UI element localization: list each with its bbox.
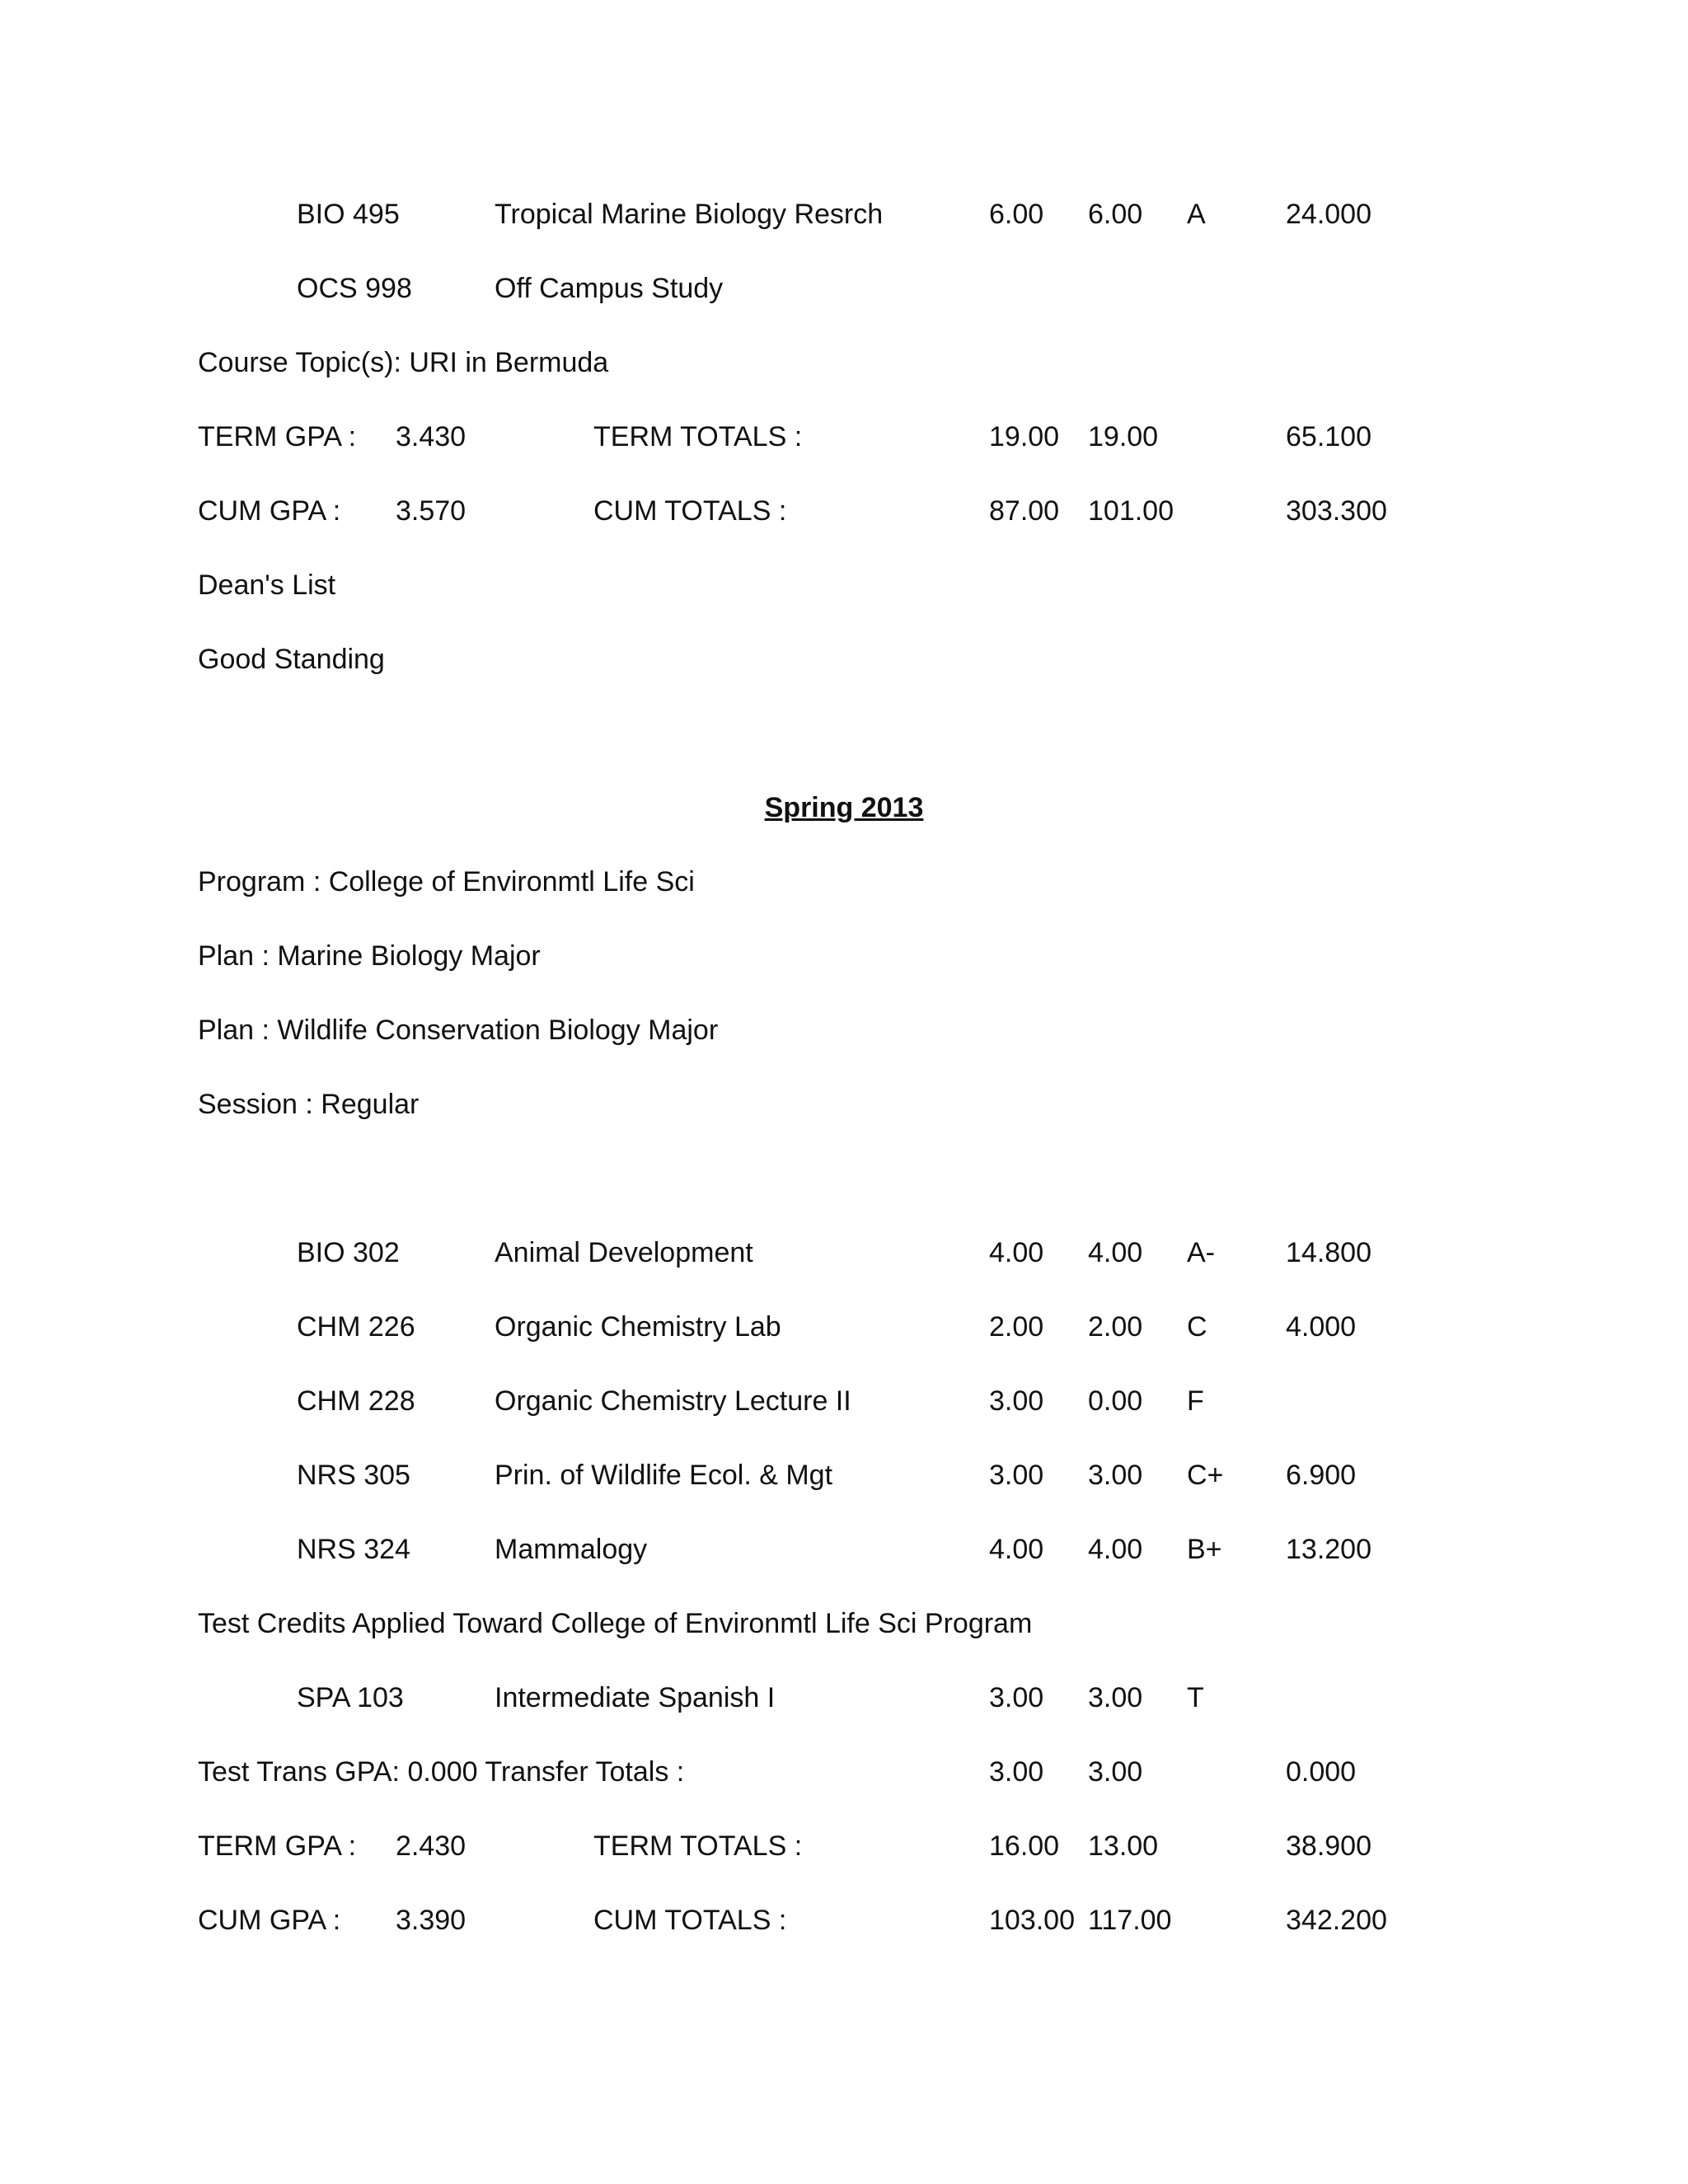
course-topic-text: Course Topic(s): URI in Bermuda xyxy=(198,347,609,378)
course-points: 13.200 xyxy=(1286,1534,1372,1565)
term-totals-label: TERM TOTALS : xyxy=(593,1830,803,1862)
course-code: NRS 324 xyxy=(297,1534,410,1565)
course-grade: B+ xyxy=(1187,1534,1222,1565)
term-totals-label: TERM TOTALS : xyxy=(593,421,803,452)
course-earned: 4.00 xyxy=(1088,1534,1143,1565)
course-attempted: 3.00 xyxy=(989,1460,1044,1491)
standing-line xyxy=(0,635,1688,684)
course-row xyxy=(0,1376,1688,1426)
course-points: 4.000 xyxy=(1286,1311,1357,1343)
course-earned: 0.00 xyxy=(1088,1385,1143,1417)
cum-totals-label: CUM TOTALS : xyxy=(593,1905,787,1936)
plan-line xyxy=(0,931,1688,981)
term-gpa-label: TERM GPA : xyxy=(198,421,357,452)
course-title: Off Campus Study xyxy=(495,273,724,304)
cum-gpa-row xyxy=(0,1896,1688,1945)
cum-gpa-value: 3.570 xyxy=(396,495,467,527)
course-code: BIO 495 xyxy=(297,199,400,230)
course-points: 6.900 xyxy=(1286,1460,1357,1491)
course-earned: 2.00 xyxy=(1088,1311,1143,1343)
course-earned: 6.00 xyxy=(1088,199,1143,230)
plan-line xyxy=(0,1005,1688,1055)
transfer-earned: 3.00 xyxy=(1088,1756,1143,1788)
plan-text: Plan : Marine Biology Major xyxy=(198,940,541,972)
term-heading xyxy=(0,783,1688,832)
standing-text: Good Standing xyxy=(198,644,385,675)
course-row xyxy=(0,190,1688,239)
course-title: Intermediate Spanish I xyxy=(495,1682,776,1713)
term-points: 65.100 xyxy=(1286,421,1372,452)
course-code: NRS 305 xyxy=(297,1460,410,1491)
course-row xyxy=(0,1525,1688,1574)
term-gpa-label: TERM GPA : xyxy=(198,1830,357,1862)
course-row xyxy=(0,1228,1688,1277)
term-gpa-row xyxy=(0,1821,1688,1871)
course-earned: 3.00 xyxy=(1088,1460,1143,1491)
term-attempted: 16.00 xyxy=(989,1830,1060,1862)
course-code: SPA 103 xyxy=(297,1682,404,1713)
course-attempted: 2.00 xyxy=(989,1311,1044,1343)
course-row xyxy=(0,1302,1688,1352)
cum-attempted: 103.00 xyxy=(989,1905,1075,1936)
cum-gpa-label: CUM GPA : xyxy=(198,495,341,527)
honors-line xyxy=(0,560,1688,610)
course-grade: T xyxy=(1187,1682,1204,1713)
course-row xyxy=(0,1673,1688,1722)
course-attempted: 4.00 xyxy=(989,1534,1044,1565)
course-grade: C xyxy=(1187,1311,1207,1343)
course-row xyxy=(0,1451,1688,1500)
course-attempted: 3.00 xyxy=(989,1385,1044,1417)
plan-text: Plan : Wildlife Conservation Biology Major xyxy=(198,1015,719,1046)
course-attempted: 4.00 xyxy=(989,1237,1044,1268)
cum-earned: 117.00 xyxy=(1088,1905,1172,1936)
transfer-attempted: 3.00 xyxy=(989,1756,1044,1788)
term-heading-text: Spring 2013 xyxy=(764,792,924,823)
term-attempted: 19.00 xyxy=(989,421,1060,452)
cum-points: 303.300 xyxy=(1286,495,1387,527)
course-title: Tropical Marine Biology Resrch xyxy=(495,199,884,230)
cum-attempted: 87.00 xyxy=(989,495,1060,527)
term-earned: 19.00 xyxy=(1088,421,1159,452)
course-grade: A xyxy=(1187,199,1206,230)
cum-totals-label: CUM TOTALS : xyxy=(593,495,787,527)
course-earned: 3.00 xyxy=(1088,1682,1143,1713)
course-code: BIO 302 xyxy=(297,1237,400,1268)
term-gpa-row xyxy=(0,412,1688,462)
cum-gpa-row xyxy=(0,486,1688,536)
cum-gpa-label: CUM GPA : xyxy=(198,1905,341,1936)
session-text: Session : Regular xyxy=(198,1089,420,1120)
course-grade: A- xyxy=(1187,1237,1215,1268)
term-earned: 13.00 xyxy=(1088,1830,1159,1862)
transfer-points: 0.000 xyxy=(1286,1756,1357,1788)
cum-earned: 101.00 xyxy=(1088,495,1174,527)
course-code: OCS 998 xyxy=(297,273,412,304)
course-title: Organic Chemistry Lecture II xyxy=(495,1385,851,1417)
course-code: CHM 226 xyxy=(297,1311,415,1343)
course-title: Mammalogy xyxy=(495,1534,648,1565)
transfer-totals-row xyxy=(0,1747,1688,1797)
course-title: Animal Development xyxy=(495,1237,753,1268)
test-credits-heading xyxy=(0,1599,1688,1648)
course-points: 24.000 xyxy=(1286,199,1372,230)
course-row xyxy=(0,264,1688,313)
program-line xyxy=(0,857,1688,907)
test-credits-text: Test Credits Applied Toward College of Environmtl Life Sci Program xyxy=(198,1608,1033,1639)
course-attempted: 6.00 xyxy=(989,199,1044,230)
transfer-totals-label: Test Trans GPA: 0.000 Transfer Totals : xyxy=(198,1756,685,1788)
term-gpa-value: 3.430 xyxy=(396,421,467,452)
honors-text: Dean's List xyxy=(198,569,336,601)
session-line xyxy=(0,1080,1688,1129)
course-code: CHM 228 xyxy=(297,1385,415,1417)
cum-gpa-value: 3.390 xyxy=(396,1905,467,1936)
cum-points: 342.200 xyxy=(1286,1905,1387,1936)
course-points: 14.800 xyxy=(1286,1237,1372,1268)
course-grade: C+ xyxy=(1187,1460,1224,1491)
term-points: 38.900 xyxy=(1286,1830,1372,1862)
course-earned: 4.00 xyxy=(1088,1237,1143,1268)
program-text: Program : College of Environmtl Life Sci xyxy=(198,866,695,898)
course-attempted: 3.00 xyxy=(989,1682,1044,1713)
course-topic xyxy=(0,338,1688,387)
course-title: Prin. of Wildlife Ecol. & Mgt xyxy=(495,1460,833,1491)
course-grade: F xyxy=(1187,1385,1204,1417)
course-title: Organic Chemistry Lab xyxy=(495,1311,781,1343)
term-gpa-value: 2.430 xyxy=(396,1830,467,1862)
